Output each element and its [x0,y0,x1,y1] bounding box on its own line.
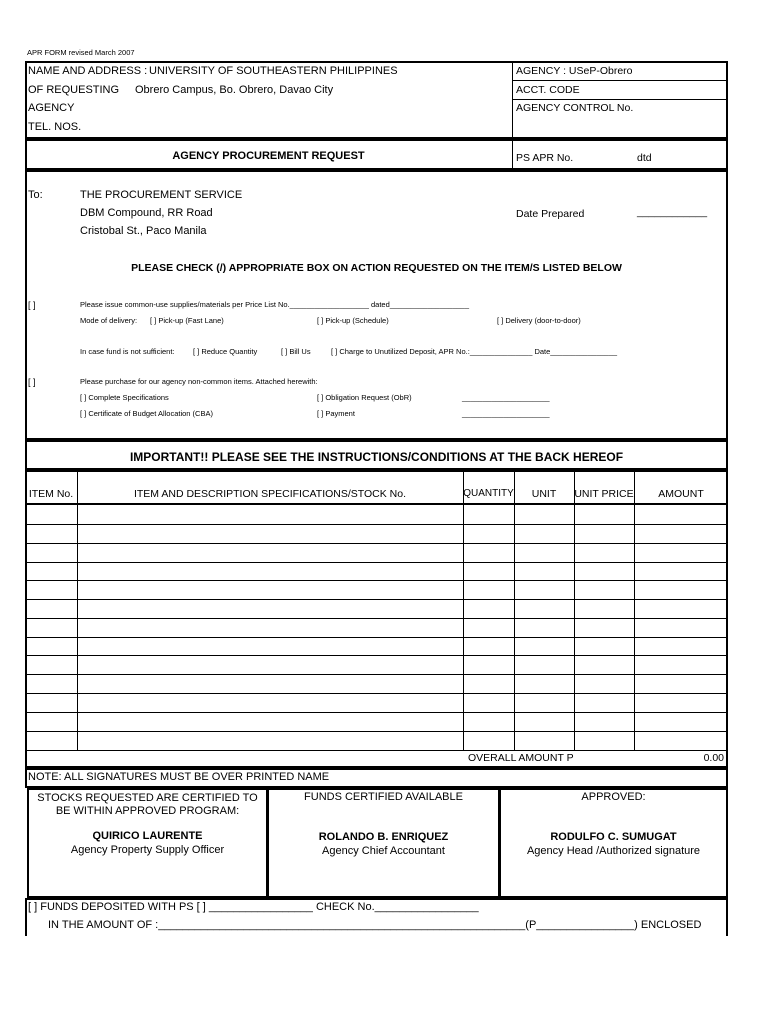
to-label: To: [28,189,43,201]
col-header-amount: AMOUNT [658,488,704,500]
check-instruction: PLEASE CHECK (/) APPROPRIATE BOX ON ACTION REQUESTED ON THE ITEM/S LISTED BELOW [131,262,622,274]
reduce-quantity-checkbox[interactable]: [ ] Reduce Quantity [193,347,258,356]
tel-label: TEL. NOS. [28,121,82,133]
common-use-checkbox[interactable]: [ ] [28,300,36,310]
payment-checkbox[interactable]: [ ] Payment [317,409,355,418]
col-divider [634,470,635,750]
common-use-text: Please issue common-use supplies/materials per Price List No.___________________ dated___________________ [80,300,470,309]
table-row [25,618,728,619]
funds-amount-line[interactable]: IN THE AMOUNT OF :____________________________________________________________(P________________) ENCLOSED [48,919,702,931]
obr-field[interactable]: _____________________ [462,393,550,402]
agency-control-label: AGENCY CONTROL No. [516,102,634,114]
overall-amount-label: OVERALL AMOUNT P [468,752,574,764]
form-revision: APR FORM revised March 2007 [27,48,135,57]
requesting-label: OF REQUESTING [28,84,120,96]
col-divider [574,470,575,750]
divider [512,61,513,139]
fast-lane-checkbox[interactable]: [ ] Pick-up (Fast Lane) [150,316,224,325]
col-header-unit: UNIT [531,488,557,500]
schedule-checkbox[interactable]: [ ] Pick-up (Schedule) [317,316,389,325]
non-common-text: Please purchase for our agency non-common items. Attached herewith: [80,377,318,386]
signatory-accountant [267,788,500,898]
to-line-1: THE PROCUREMENT SERVICE [80,189,243,201]
col-divider [514,470,515,750]
funds-right-border [726,898,728,936]
col-header-unit-price: UNIT PRICE [574,488,634,500]
table-row [25,750,728,751]
table-row [25,599,728,600]
agency-address: Obrero Campus, Bo. Obrero, Davao City [135,84,334,96]
table-row [25,712,728,713]
agency-name: UNIVERSITY OF SOUTHEASTERN PHILIPPINES [149,65,398,77]
important-notice: IMPORTANT!! PLEASE SEE THE INSTRUCTIONS/CONDITIONS AT THE BACK HEREOF [129,450,624,464]
items-table [25,470,728,768]
date-prepared-label: Date Prepared [516,208,585,220]
signatory-1-title: Agency Property Supply Officer [70,844,225,856]
table-row [25,655,728,656]
col-header-description: ITEM AND DESCRIPTION SPECIFICATIONS/STOCK No. [133,488,407,500]
to-line-2: DBM Compound, RR Road [80,207,213,219]
table-row [25,731,728,732]
agency-code: AGENCY : USeP-Obrero [516,65,633,77]
name-address-label: NAME AND ADDRESS : [28,65,148,77]
fund-insufficient-label: In case fund is not sufficient: [80,347,175,356]
overall-amount-value: 0.00 [703,752,724,764]
table-row [25,674,728,675]
date-prepared-field[interactable]: ____________ [637,206,708,218]
acct-code-label: ACCT. CODE [516,84,580,96]
to-line-3: Cristobal St., Paco Manila [80,225,207,237]
bill-us-checkbox[interactable]: [ ] Bill Us [281,347,311,356]
table-row [25,693,728,694]
delivery-mode-label: Mode of delivery: [80,316,138,325]
signatory-1-heading: STOCKS REQUESTED ARE CERTIFIED TO BE WITHIN APPROVED PROGRAM: [37,792,258,817]
signatory-2-heading: FUNDS CERTIFIED AVAILABLE [304,791,463,803]
table-row [25,580,728,581]
ps-apr-no-label: PS APR No. [516,152,574,164]
cba-checkbox[interactable]: [ ] Certificate of Budget Allocation (CBA) [80,409,213,418]
table-row [25,562,728,563]
table-row [25,637,728,638]
divider [512,99,728,100]
table-row [25,524,728,525]
divider [512,139,513,170]
signatory-3-heading: APPROVED: [581,791,646,803]
col-header-item-no: ITEM No. [28,488,74,500]
divider [512,80,728,81]
signatory-3-title: Agency Head /Authorized signature [526,845,701,857]
signatory-2-name: ROLANDO B. ENRIQUEZ [318,831,449,843]
col-divider [463,470,464,750]
signatory-agency-head [499,788,728,898]
agency-label: AGENCY [28,102,75,114]
payment-field[interactable]: _____________________ [462,409,550,418]
table-row [25,543,728,544]
funds-top-border [25,898,728,900]
signatory-3-name: RODULFO C. SUMUGAT [550,831,677,843]
funds-deposited-line[interactable]: [ ] FUNDS DEPOSITED WITH PS [ ] _________________ CHECK No._________________ [28,901,479,913]
signatory-1-name: QUIRICO LAURENTE [92,830,203,842]
form-title: AGENCY PROCUREMENT REQUEST [172,150,365,162]
dtd-label: dtd [637,152,652,164]
door-to-door-checkbox[interactable]: [ ] Delivery (door-to-door) [497,316,581,325]
col-divider [77,470,78,750]
complete-specs-checkbox[interactable]: [ ] Complete Specifications [80,393,169,402]
signatory-2-title: Agency Chief Accountant [322,845,445,857]
signature-note: NOTE: ALL SIGNATURES MUST BE OVER PRINTED NAME [28,771,330,783]
non-common-checkbox[interactable]: [ ] [28,377,36,387]
funds-left-border [25,898,27,936]
obr-checkbox[interactable]: [ ] Obligation Request (ObR) [317,393,412,402]
col-header-quantity: QUANTITY [463,488,514,499]
charge-deposit-checkbox[interactable]: [ ] Charge to Unutilized Deposit, APR No.:_______________ Date________________ [331,347,618,356]
table-header-divider [25,503,728,505]
